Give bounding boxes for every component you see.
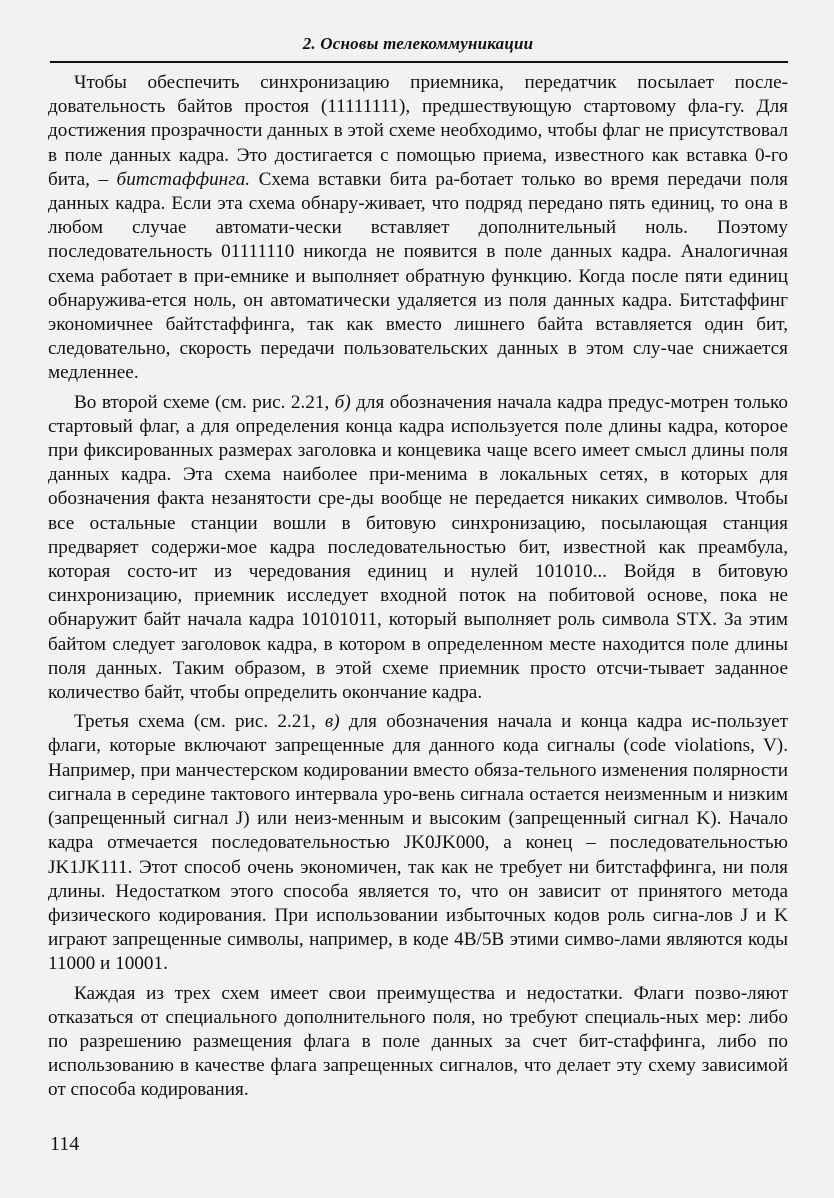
paragraph-4 [48,982,788,1103]
paragraph-1 [48,71,788,386]
paragraph-3 [48,710,788,976]
figure-ref-italic: в) [324,711,340,733]
body-text [48,71,788,1103]
paragraph-text: для обозначения начала и конца кадра ис-пользует флаги, которые включают запрещенные для данного кода сигналы (code violations, V). Например, при манчестерском кодировании вместо обяза-тельного изменения полярности сигнала в середине тактового интервала уро-вень сигнала остается неизменным и низким (запрещенный сигнал J) или неиз-менным и высоким (запрещенный сигнал K). Начало кадра отмечается последовательностью JK0JK000, а конец – последовательностью JK1JK111. Этот способ очень экономичен, так как не требует ни битстаффинга, ни поля длины. Недостатком этого способа является то, что он зависит от принятого метода физического кодирования. При использовании избыточных кодов роль сигна-лов J и K играют запрещенные символы, например, в коде 4B/5B этими симво-лами являются коды 11000 и 10001. [48,711,788,975]
paragraph-text: Каждая из трех схем имеет свои преимущества и недостатки. Флаги позво-ляют отказаться от специального дополнительного поля, но требуют специаль-ных мер: либо по разрешению размещения флага в поле данных за счет бит-стаффинга, либо по использованию в качестве флага запрещенных сигналов, что делает эту схему зависимой от способа кодирования. [48,982,788,1101]
running-head: 2. Основы телекоммуникации [302,34,534,53]
paragraph-text: Схема вставки бита ра-ботает только во время передачи поля данных кадра. Если эта схема обнару-живает, что подряд передано пять единиц, то она в любом случае автомати-чески вставляет дополнительный ноль. Поэтому последовательность 01111110 никогда не появится в поле данных кадра. Аналогичная схема работает в при-емнике и выполняет обратную функцию. Когда после пяти единиц обнаружива-ется ноль, он автоматически удаляется из поля данных кадра. Битстаффинг экономичнее байтстаффинга, так как вместо лишнего байта вставляется один бит, следовательно, скорость передачи пользовательских данных в этом слу-чае снижается медленнее. [48,168,788,384]
paragraph-2 [48,391,788,706]
page-number: 114 [50,1133,80,1155]
header-rule [50,61,788,63]
paragraph-text: Во второй схеме (см. рис. 2.21, [74,391,335,413]
paragraph-text: для обозначения начала кадра предус-мотрен только стартовый флаг, а для определения конца кадра используется поле длины кадра, которое при фиксированных размерах заголовка и концевика чаще всего имеет смысл длины поля данных кадра. Эта схема наиболее при-менима в локальных сетях, в которых для обозначения факта незанятости сре-ды вообще не передается никаких символов. Чтобы все остальные станции вошли в битовую синхронизацию, посылающая станция предваряет содержи-мое кадра последовательностью бит, известной как преамбула, которая состо-ит из чередования единиц и нулей 101010... Войдя в битовую синхронизацию, приемник исследует входной поток на побитовой основе, пока не обнаружит байт начала кадра 10101011, который выполняет роль символа STX. За этим байтом следует заголовок кадра, в котором в определенном месте находится поле длины поля данных. Таким образом, в этой схеме приемник просто отсчи-тывает заданное количество байт, чтобы определить окончание кадра. [48,391,788,704]
italic-term: битстаффинга. [116,168,251,190]
figure-ref-italic: б) [334,391,351,413]
paragraph-text: Третья схема (см. рис. 2.21, [74,711,325,733]
paragraph-text: Чтобы обеспечить синхронизацию приемника, передатчик посылает после-довательность байтов простоя (11111111), предшествующую стартовому фла-гу. Для достижения прозрачности данных в этой схеме необходимо, чтобы флаг не присутствовал в поле данных кадра. Это достигается с помощью приема, известного как вставка 0-го бита, – [48,72,788,190]
